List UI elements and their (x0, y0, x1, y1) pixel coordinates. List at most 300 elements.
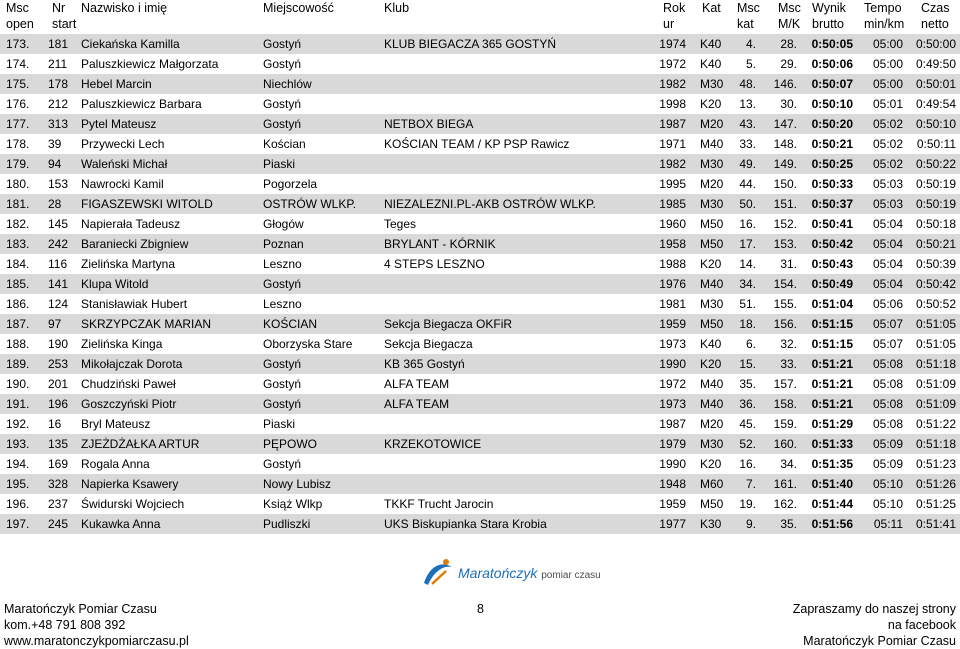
table-row (0, 154, 960, 174)
cell-year: 1948 (659, 477, 686, 491)
cell-msckat: 35. (739, 377, 756, 391)
header-year (663, 0, 685, 32)
cell-brutto: 0:50:49 (811, 277, 853, 291)
logo-text (458, 565, 601, 581)
cell-year: 1982 (659, 157, 686, 171)
cell-msckat: 6. (745, 337, 756, 351)
cell-nr: 328 (48, 477, 69, 491)
cell-msckat: 17. (739, 237, 756, 251)
cell-mscmk: 28. (780, 37, 797, 51)
cell-nr: 211 (48, 57, 68, 71)
cell-club: Teges (384, 217, 417, 231)
cell-cat: K40 (700, 57, 722, 71)
cell-msckat: 34. (739, 277, 756, 291)
cell-msckat: 33. (739, 137, 756, 151)
cell-tempo: 05:04 (872, 217, 903, 231)
header-brutto-line1: Wynik (812, 1, 846, 15)
cell-msckat: 51. (739, 297, 756, 311)
cell-nr: 28 (48, 197, 62, 211)
header-msckat-line2: kat (737, 17, 754, 31)
cell-tempo: 05:01 (872, 97, 903, 111)
cell-year: 1973 (659, 397, 686, 411)
cell-brutto: 0:51:40 (811, 477, 853, 491)
cell-mscmk: 29. (780, 57, 797, 71)
cell-mscmk: 31. (780, 257, 797, 271)
company-logo (420, 557, 601, 589)
cell-netto: 0:50:19 (915, 197, 956, 211)
cell-cat: M50 (700, 217, 724, 231)
header-name (81, 0, 167, 16)
cell-nr: 16 (48, 417, 62, 431)
cell-club: KRZEKOTOWICE (384, 437, 482, 451)
cell-msc: 195. (6, 477, 30, 491)
cell-brutto: 0:51:21 (811, 357, 853, 371)
table-row (0, 254, 960, 274)
cell-club: Sekcja Biegacza OKFiR (384, 317, 513, 331)
cell-cat: M20 (700, 177, 724, 191)
cell-tempo: 05:07 (872, 337, 903, 351)
cell-year: 1972 (659, 377, 686, 391)
cell-name: Chudziński Paweł (81, 377, 176, 391)
cell-city: OSTRÓW WLKP. (263, 197, 357, 211)
cell-netto: 0:50:18 (915, 217, 956, 231)
cell-city: PĘPOWO (263, 437, 318, 451)
cell-name: ZJEŻDŻAŁKA ARTUR (81, 437, 200, 451)
table-row (0, 94, 960, 114)
cell-nr: 145 (48, 217, 69, 231)
footer-company-right: Maratończyk Pomiar Czasu (803, 634, 956, 648)
table-row (0, 514, 960, 534)
header-netto-line1: Czas (921, 1, 950, 15)
cell-tempo: 05:09 (872, 437, 903, 451)
table-row (0, 54, 960, 74)
cell-netto: 0:50:52 (915, 297, 956, 311)
table-row (0, 174, 960, 194)
header-msc-line2: open (6, 17, 34, 31)
cell-netto: 0:51:09 (915, 397, 956, 411)
cell-year: 1959 (659, 317, 686, 331)
cell-netto: 0:49:54 (915, 97, 956, 111)
cell-tempo: 05:10 (872, 477, 903, 491)
cell-tempo: 05:08 (872, 377, 903, 391)
cell-msckat: 50. (739, 197, 756, 211)
cell-brutto: 0:51:44 (811, 497, 853, 511)
cell-nr: 178 (48, 77, 69, 91)
cell-nr: 245 (48, 517, 69, 531)
cell-msc: 183. (6, 237, 30, 251)
cell-mscmk: 160. (773, 437, 797, 451)
results-table (0, 34, 960, 534)
cell-cat: K40 (700, 337, 722, 351)
cell-city: Gostyń (263, 57, 302, 71)
cell-brutto: 0:51:21 (811, 397, 853, 411)
cell-city: Gostyń (263, 37, 302, 51)
cell-mscmk: 152. (773, 217, 797, 231)
cell-brutto: 0:50:07 (811, 77, 853, 91)
cell-tempo: 05:09 (872, 457, 903, 471)
header-name-line1: Nazwisko i imię (81, 1, 168, 15)
cell-netto: 0:50:39 (915, 257, 956, 271)
table-row (0, 234, 960, 254)
cell-tempo: 05:03 (872, 177, 903, 191)
cell-year: 1971 (659, 137, 686, 151)
cell-year: 1987 (659, 117, 686, 131)
header-nr (52, 0, 76, 32)
header-tempo (864, 0, 904, 32)
cell-mscmk: 151. (773, 197, 797, 211)
cell-name: Goszczyński Piotr (81, 397, 177, 411)
cell-cat: M30 (700, 297, 724, 311)
table-row (0, 314, 960, 334)
cell-tempo: 05:06 (872, 297, 903, 311)
footer-company: Maratończyk Pomiar Czasu (4, 602, 157, 616)
cell-netto: 0:51:09 (915, 377, 956, 391)
cell-tempo: 05:04 (872, 277, 903, 291)
cell-cat: M60 (700, 477, 724, 491)
cell-msc: 192. (6, 417, 30, 431)
cell-cat: K40 (700, 37, 722, 51)
cell-brutto: 0:50:42 (811, 237, 853, 251)
header-mscmk (778, 0, 801, 32)
cell-year: 1998 (659, 97, 686, 111)
cell-cat: M20 (700, 417, 724, 431)
cell-msckat: 7. (745, 477, 756, 491)
cell-nr: 169 (48, 457, 69, 471)
header-msc (6, 0, 34, 32)
table-row (0, 354, 960, 374)
cell-year: 1995 (659, 177, 686, 191)
page-number: 8 (477, 602, 484, 616)
cell-brutto: 0:51:56 (811, 517, 853, 531)
cell-msc: 174. (6, 57, 30, 71)
cell-year: 1987 (659, 417, 686, 431)
cell-city: Nowy Lubisz (263, 477, 332, 491)
footer-invite: Zapraszamy do naszej strony (792, 602, 956, 616)
cell-brutto: 0:51:15 (811, 317, 853, 331)
table-row (0, 334, 960, 354)
cell-brutto: 0:50:10 (811, 97, 853, 111)
cell-year: 1988 (659, 257, 686, 271)
cell-netto: 0:51:18 (915, 357, 956, 371)
cell-brutto: 0:50:43 (811, 257, 853, 271)
logo-brand: Maratończyk (458, 565, 538, 581)
cell-name: Paluszkiewicz Małgorzata (81, 57, 219, 71)
header-msc-line1: Msc (6, 1, 29, 15)
cell-mscmk: 154. (773, 277, 797, 291)
cell-msckat: 5. (745, 57, 756, 71)
table-row (0, 454, 960, 474)
cell-brutto: 0:50:41 (811, 217, 853, 231)
cell-msckat: 15. (739, 357, 756, 371)
cell-mscmk: 162. (773, 497, 797, 511)
header-nr-line1: Nr (52, 1, 66, 15)
header-club-line1: Klub (384, 1, 410, 15)
cell-nr: 242 (48, 237, 69, 251)
cell-brutto: 0:50:06 (811, 57, 853, 71)
cell-mscmk: 148. (773, 137, 797, 151)
cell-name: FIGASZEWSKI WITOLD (81, 197, 213, 211)
cell-msc: 179. (6, 157, 30, 171)
cell-name: Klupa Witold (81, 277, 149, 291)
cell-tempo: 05:03 (872, 197, 903, 211)
footer-phone: kom.+48 791 808 392 (4, 618, 126, 632)
cell-cat: M30 (700, 437, 724, 451)
cell-name: Rogala Anna (81, 457, 150, 471)
cell-tempo: 05:02 (872, 137, 903, 151)
cell-cat: K20 (700, 457, 722, 471)
cell-mscmk: 153. (773, 237, 797, 251)
cell-city: Poznan (263, 237, 304, 251)
cell-club: KLUB BIEGACZA 365 GOSTYŃ (384, 37, 557, 51)
cell-msc: 189. (6, 357, 30, 371)
cell-nr: 181 (48, 37, 69, 51)
cell-cat: M30 (700, 77, 724, 91)
cell-mscmk: 159. (773, 417, 797, 431)
header-club (384, 0, 409, 16)
cell-cat: K20 (700, 257, 722, 271)
cell-netto: 0:50:19 (915, 177, 956, 191)
footer-website[interactable]: www.maratonczykpomiarczasu.pl (4, 634, 189, 648)
cell-city: Gostyń (263, 117, 302, 131)
cell-club: KOŚCIAN TEAM / KP PSP Rawicz (384, 137, 570, 151)
cell-tempo: 05:00 (872, 37, 903, 51)
cell-brutto: 0:51:29 (811, 417, 853, 431)
cell-year: 1973 (659, 337, 686, 351)
cell-tempo: 05:08 (872, 357, 903, 371)
cell-netto: 0:50:10 (915, 117, 956, 131)
cell-msc: 190. (6, 377, 30, 391)
cell-netto: 0:51:41 (915, 517, 956, 531)
cell-tempo: 05:10 (872, 497, 903, 511)
cell-name: Kukawka Anna (81, 517, 161, 531)
cell-brutto: 0:50:21 (811, 137, 853, 151)
cell-year: 1990 (659, 357, 686, 371)
table-row (0, 134, 960, 154)
cell-mscmk: 32. (780, 337, 797, 351)
header-msckat (737, 0, 760, 32)
cell-city: Piaski (263, 157, 296, 171)
cell-netto: 0:51:23 (915, 457, 956, 471)
cell-netto: 0:51:05 (915, 337, 956, 351)
header-cat (702, 0, 721, 16)
table-row (0, 194, 960, 214)
cell-year: 1972 (659, 57, 686, 71)
cell-msc: 187. (6, 317, 30, 331)
cell-nr: 124 (48, 297, 69, 311)
cell-cat: M50 (700, 497, 724, 511)
cell-nr: 39 (48, 137, 62, 151)
cell-club: TKKF Trucht Jarocin (384, 497, 494, 511)
cell-year: 1977 (659, 517, 686, 531)
cell-city: Kościan (263, 137, 306, 151)
cell-city: Pogorzela (263, 177, 318, 191)
cell-netto: 0:50:22 (915, 157, 956, 171)
cell-netto: 0:50:11 (916, 137, 956, 151)
table-row (0, 394, 960, 414)
cell-name: Hebel Marcin (81, 77, 152, 91)
header-tempo-line1: Tempo (864, 1, 902, 15)
cell-msc: 182. (6, 217, 30, 231)
cell-year: 1958 (659, 237, 686, 251)
table-header (0, 0, 960, 34)
cell-nr: 201 (48, 377, 69, 391)
cell-tempo: 05:08 (872, 417, 903, 431)
cell-nr: 141 (48, 277, 69, 291)
cell-name: Nawrocki Kamil (81, 177, 164, 191)
cell-mscmk: 150. (773, 177, 797, 191)
cell-city: Gostyń (263, 397, 302, 411)
cell-mscmk: 157. (773, 377, 797, 391)
cell-tempo: 05:07 (872, 317, 903, 331)
cell-cat: M40 (700, 397, 724, 411)
cell-nr: 190 (48, 337, 69, 351)
header-nr-line2: start (52, 17, 77, 31)
cell-name: Bryl Mateusz (81, 417, 151, 431)
cell-tempo: 05:04 (872, 237, 903, 251)
cell-name: Świdurski Wojciech (81, 497, 185, 511)
cell-brutto: 0:51:15 (811, 337, 853, 351)
cell-msckat: 4. (745, 37, 756, 51)
cell-city: Gostyń (263, 457, 302, 471)
cell-city: Leszno (263, 297, 302, 311)
cell-msckat: 45. (739, 417, 756, 431)
cell-year: 1985 (659, 197, 686, 211)
cell-msckat: 43. (739, 117, 756, 131)
cell-msckat: 36. (739, 397, 756, 411)
cell-tempo: 05:02 (872, 117, 903, 131)
cell-msckat: 16. (739, 457, 756, 471)
cell-msc: 181. (6, 197, 30, 211)
cell-tempo: 05:04 (872, 257, 903, 271)
header-tempo-line2: min/km (864, 17, 905, 31)
cell-tempo: 05:08 (872, 397, 903, 411)
cell-mscmk: 149. (773, 157, 797, 171)
cell-mscmk: 156. (773, 317, 797, 331)
cell-year: 1979 (659, 437, 686, 451)
cell-mscmk: 147. (773, 117, 797, 131)
cell-year: 1959 (659, 497, 686, 511)
logo-sub: pomiar czasu (541, 570, 601, 581)
cell-msckat: 44. (739, 177, 756, 191)
header-mscmk-line1: Msc (778, 1, 801, 15)
cell-city: Książ Wlkp (263, 497, 323, 511)
cell-city: KOŚCIAN (263, 317, 318, 331)
cell-name: Mikołajczak Dorota (81, 357, 183, 371)
header-mscmk-line2: M/K (778, 17, 801, 31)
cell-brutto: 0:51:04 (811, 297, 853, 311)
cell-mscmk: 158. (773, 397, 797, 411)
cell-msc: 178. (6, 137, 30, 151)
cell-club: 4 STEPS LESZNO (384, 257, 485, 271)
cell-msckat: 19. (739, 497, 756, 511)
cell-msc: 193. (6, 437, 30, 451)
cell-brutto: 0:50:05 (811, 37, 853, 51)
cell-netto: 0:50:42 (915, 277, 956, 291)
cell-year: 1981 (659, 297, 686, 311)
header-city (263, 0, 334, 16)
cell-brutto: 0:50:25 (811, 157, 853, 171)
header-brutto (812, 0, 846, 32)
cell-msckat: 14. (739, 257, 756, 271)
cell-club: KB 365 Gostyń (384, 357, 465, 371)
cell-city: Gostyń (263, 277, 302, 291)
table-row (0, 474, 960, 494)
cell-brutto: 0:51:33 (811, 437, 853, 451)
cell-nr: 212 (48, 97, 69, 111)
cell-nr: 116 (48, 257, 68, 271)
table-row (0, 114, 960, 134)
cell-name: Ciekańska Kamilla (81, 37, 180, 51)
cell-netto: 0:51:26 (915, 477, 956, 491)
cell-mscmk: 30. (780, 97, 797, 111)
cell-msckat: 9. (745, 517, 756, 531)
cell-club: ALFA TEAM (384, 377, 450, 391)
cell-city: Piaski (263, 417, 296, 431)
cell-mscmk: 34. (780, 457, 797, 471)
cell-netto: 0:51:18 (915, 437, 956, 451)
header-year-line1: Rok (663, 1, 686, 15)
cell-name: Napierka Ksawery (81, 477, 179, 491)
cell-club: NIEZALEZNI.PL-AKB OSTRÓW WLKP. (384, 197, 596, 211)
header-netto-line2: netto (921, 17, 949, 31)
cell-cat: M30 (700, 197, 724, 211)
cell-city: Głogów (263, 217, 304, 231)
table-row (0, 274, 960, 294)
cell-cat: M40 (700, 137, 724, 151)
cell-netto: 0:50:00 (915, 37, 956, 51)
cell-tempo: 05:00 (872, 57, 903, 71)
cell-name: Pytel Mateusz (81, 117, 157, 131)
cell-name: SKRZYPCZAK MARIAN (81, 317, 212, 331)
table-row (0, 434, 960, 454)
cell-msc: 186. (6, 297, 30, 311)
cell-msc: 188. (6, 337, 30, 351)
cell-msc: 177. (6, 117, 30, 131)
cell-year: 1990 (659, 457, 686, 471)
cell-nr: 313 (48, 117, 69, 131)
cell-mscmk: 155. (773, 297, 797, 311)
cell-city: Leszno (263, 257, 302, 271)
cell-mscmk: 33. (780, 357, 797, 371)
footer-facebook[interactable]: na facebook (887, 618, 956, 632)
cell-name: Baraniecki Zbigniew (81, 237, 189, 251)
cell-city: Gostyń (263, 97, 302, 111)
cell-msckat: 18. (739, 317, 756, 331)
cell-name: Stanisławiak Hubert (81, 297, 188, 311)
cell-name: Zielińska Martyna (81, 257, 176, 271)
cell-tempo: 05:00 (872, 77, 903, 91)
cell-brutto: 0:50:33 (811, 177, 853, 191)
cell-year: 1974 (659, 37, 686, 51)
cell-msc: 191. (6, 397, 30, 411)
cell-tempo: 05:02 (872, 157, 903, 171)
cell-msckat: 16. (739, 217, 756, 231)
cell-mscmk: 161. (773, 477, 797, 491)
cell-club: BRYLANT - KÓRNIK (384, 237, 496, 251)
cell-nr: 135 (48, 437, 69, 451)
cell-msc: 197. (6, 517, 30, 531)
cell-nr: 153 (48, 177, 69, 191)
cell-name: Paluszkiewicz Barbara (81, 97, 202, 111)
cell-msckat: 52. (739, 437, 756, 451)
header-city-line1: Miejscowość (263, 1, 334, 15)
cell-city: Oborzyska Stare (263, 337, 353, 351)
header-brutto-line2: brutto (812, 17, 844, 31)
header-cat-line1: Kat (702, 1, 721, 15)
cell-cat: M30 (700, 157, 724, 171)
table-row (0, 214, 960, 234)
cell-msc: 194. (6, 457, 30, 471)
